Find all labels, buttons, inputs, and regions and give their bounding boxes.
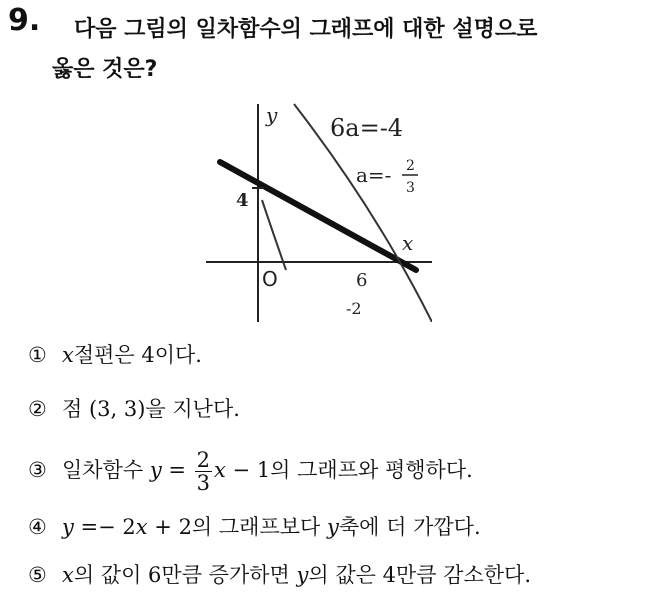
choice-3-fraction bbox=[195, 449, 212, 494]
handwritten-note-2-den: 3 bbox=[406, 180, 415, 196]
choice-4-y-var-2: y bbox=[327, 515, 339, 539]
choice-5[interactable] bbox=[28, 560, 531, 590]
y-axis-label: y bbox=[266, 103, 278, 127]
choice-4[interactable] bbox=[28, 512, 481, 542]
origin-label: O bbox=[262, 267, 278, 291]
handwritten-note-1: 6a=-4 bbox=[330, 114, 404, 142]
question-stem bbox=[52, 10, 634, 90]
choice-4-y-var: y bbox=[62, 515, 74, 539]
choice-2-text: 점 (3, 3)을 지난다. bbox=[62, 397, 240, 421]
choice-5-number: ⑤ bbox=[28, 563, 47, 587]
choice-2-number: ② bbox=[28, 397, 47, 421]
choice-5-text-2: 의 값은 4만큼 감소한다. bbox=[308, 563, 531, 587]
handwritten-note-2-num: 2 bbox=[406, 158, 415, 174]
choice-5-x-var: x bbox=[62, 563, 74, 587]
question-line-2: 옳은 것은? bbox=[52, 57, 158, 82]
choice-3[interactable] bbox=[28, 444, 473, 496]
choice-3-tail: − 1의 그래프와 평행하다. bbox=[225, 458, 473, 482]
choice-3-frac-den: 3 bbox=[196, 471, 211, 495]
choice-4-tail-2: 축에 더 가깝다. bbox=[338, 515, 481, 539]
choice-3-eq: = bbox=[161, 458, 193, 482]
choice-3-prefix: 일차함수 bbox=[62, 458, 150, 482]
graph-figure bbox=[206, 100, 432, 322]
x-intercept-label: 6 bbox=[356, 270, 368, 291]
choice-3-y-var: y bbox=[149, 458, 162, 482]
choice-5-y-var: y bbox=[296, 563, 309, 587]
choice-2[interactable] bbox=[28, 394, 240, 424]
choice-5-text-1: 의 값이 6만큼 증가하면 bbox=[73, 563, 297, 587]
choice-3-x-var: x bbox=[214, 458, 226, 482]
choice-1-text: 절편은 4이다. bbox=[73, 343, 202, 367]
choice-3-number: ③ bbox=[28, 458, 47, 482]
choice-1-var: x bbox=[62, 343, 74, 367]
choice-4-number: ④ bbox=[28, 515, 47, 539]
handwritten-stroke bbox=[262, 200, 286, 270]
choice-3-frac-num: 2 bbox=[196, 448, 211, 472]
choice-4-eq: =− 2 bbox=[73, 515, 136, 539]
question-line-1: 다음 그림의 일차함수의 그래프에 대한 설명으로 bbox=[74, 17, 538, 42]
y-intercept-label: 4 bbox=[236, 190, 249, 211]
choice-4-tail: + 2의 그래프보다 bbox=[147, 515, 327, 539]
question-number: 9. bbox=[8, 3, 41, 38]
choice-1-number: ① bbox=[28, 343, 47, 367]
choice-4-x-var: x bbox=[135, 515, 148, 539]
handwritten-note-3: -2 bbox=[346, 299, 362, 318]
choice-1[interactable] bbox=[28, 340, 202, 370]
handwritten-note-2-prefix: a=- bbox=[356, 163, 392, 187]
x-axis-label: x bbox=[402, 231, 414, 255]
graph-svg bbox=[206, 100, 432, 322]
